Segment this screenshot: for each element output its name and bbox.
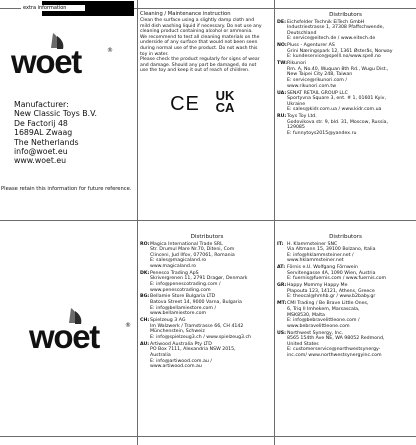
distributor-line: Sportyvna Square 3, ent. # 1, 01601 Kyiv, [287, 96, 386, 102]
distributor-line: www.penescotrading.com [150, 287, 211, 293]
cleaning-line: cleaning product containing alcohol or ammonia. [140, 29, 253, 35]
country-code: RU: [277, 114, 287, 120]
distributor-line: Batova Street 14, 9000 Varna, Bulgaria [150, 300, 242, 306]
distributor-entry [277, 114, 414, 136]
cleaning-panel [140, 12, 273, 74]
distributor-entry [140, 318, 274, 340]
distributor-line: E: customerservice@northwestsynergy- [287, 347, 381, 353]
country-code: AU: [140, 341, 150, 347]
cleaning-line: toy in water. [140, 51, 169, 57]
distributor-line: United States [287, 341, 319, 347]
distributor-line: CMI Trading / Be Brave Little Ones, [287, 301, 369, 307]
distributor-line: E: sales@magicaland.ro [150, 258, 207, 264]
distributor-line: www.bellamiestore.com [150, 311, 207, 317]
distributors-title: Distributors [329, 12, 362, 18]
brand-logo-bottom [29, 310, 131, 355]
distributor-line: www.rikunori.com.tw [287, 83, 337, 89]
distributor-line: inc.com/ www.northwestsynergyinc.com [287, 352, 382, 358]
cleaning-line: underside of any surface that would not been seen [140, 40, 258, 46]
brand-wordmark: woet [29, 318, 99, 355]
distributor-line: Skrivergrenen 11, 2791 Dragør, Denmark [150, 276, 248, 282]
manufacturer-line: www.woet.eu [14, 156, 67, 166]
distributor-entry [277, 331, 414, 359]
distributor-line: H. Klammsteiner SNC [287, 241, 338, 247]
distributor-entry [277, 91, 414, 113]
cleaning-line: during normal use of the product. Do not wash this [140, 46, 258, 52]
registered-mark: ® [107, 47, 113, 54]
country-code: DE: [277, 19, 286, 25]
country-code: BG: [140, 294, 150, 300]
distributor-line: Ukraine [287, 101, 306, 107]
manufacturer-line: The Netherlands [14, 137, 79, 147]
distributor-address [287, 20, 384, 42]
distributor-line: 129085 [287, 125, 305, 131]
distributor-line: Bellamie Store Bulgaria LTD [150, 294, 216, 300]
distributor-line: www.hklammsteiner.net [287, 258, 344, 264]
distributor-line: Plapouta 123, 14121, Athens, Greece [287, 288, 375, 294]
distributor-address [287, 283, 375, 300]
distributor-line: Artiwood Australia Pty LTD [150, 341, 212, 347]
country-code: MT: [277, 301, 287, 307]
country-code: IT: [277, 241, 284, 247]
distributor-line: E: sales@kidr.com.ua / www.kidr.com.ua [287, 107, 382, 113]
distributor-line: New Taipei City 248, Taiwan [287, 72, 353, 78]
distributors-top-panel [277, 12, 414, 138]
country-code: US: [277, 330, 287, 336]
country-code: TW: [277, 61, 288, 67]
distributor-line: Rm. A, No.40, Wuquan 8th Rd., Wugu Dist., [287, 66, 389, 72]
distributor-address [287, 114, 388, 136]
brand-wordmark: woet [11, 43, 81, 80]
distributor-entry [277, 283, 414, 300]
distributor-address [287, 242, 375, 264]
distributor-line: Penesco Trading ApS [150, 270, 199, 276]
distributor-line: E: service@eitech.de / www.eitech.de [287, 36, 376, 42]
distributor-line: Toys Toy Ltd. [287, 114, 317, 120]
distributors-title: Distributors [190, 234, 224, 240]
brand-logo-top [11, 35, 113, 80]
retain-note: Please retain this information for future reference. [1, 186, 132, 192]
distributor-line: Spielzeug 3 AG [150, 318, 186, 324]
manufacturer-line: 1689AL Zwaag [14, 128, 73, 138]
manufacturer-line: info@woet.eu [14, 147, 68, 157]
distributor-line: E: funnytoys2015@yandex.ru [287, 130, 357, 136]
distributors-right-panel [277, 234, 414, 360]
distributor-entry [140, 294, 274, 316]
distributor-address [150, 294, 242, 316]
distributor-line: Godovikova str. 9, bld. 31, Moscow, Russia, [287, 119, 389, 125]
ukca-mark: UK CA [215, 88, 235, 115]
ce-mark: CE [170, 92, 200, 115]
manufacturer-line: De Factorij 48 [14, 118, 68, 128]
country-code: RO: [140, 241, 150, 247]
manufacturer-block [14, 100, 134, 166]
distributor-line: E: theocal@hmhb.gr / www.b2baby.gr [287, 294, 376, 300]
panel-divider-left [137, 0, 138, 445]
distributor-address [150, 342, 236, 370]
distributor-line: E: info@bebravelittleone.com / [287, 318, 360, 324]
extra-info-label: extra information [21, 5, 85, 11]
distributor-entry [277, 242, 414, 264]
distributor-line: Australia [150, 352, 171, 358]
distributor-line: 8565 154th Ave NE, WA 98052 Redmond, [287, 336, 385, 342]
panel-divider-right [274, 0, 275, 445]
distributor-entry [277, 61, 414, 89]
distributor-address [150, 318, 251, 340]
distributors-mid-panel [140, 234, 274, 371]
distributor-entry [277, 20, 414, 42]
distributor-line: Via Altmann 15, 39100 Bolzano, Italia [287, 247, 376, 253]
country-code: NO: [277, 43, 287, 49]
distributor-address [287, 43, 393, 60]
distributor-entry [140, 342, 274, 370]
distributor-entry [277, 265, 414, 282]
cleaning-line: mild dish washing liquid if necessary. Do not use any [140, 23, 262, 29]
country-code: UA: [277, 90, 287, 96]
distributor-address [287, 301, 368, 329]
manufacturer-line: Manufacturer: [14, 100, 69, 109]
distributor-line: www.magicaland.ro [150, 263, 197, 269]
distributor-address [287, 331, 384, 359]
distributor-line: E: fuernis@fuernis.com / www.fuernis.com [287, 276, 387, 282]
cleaning-line: Clean the surface using a slightly damp cloth and [140, 18, 255, 24]
country-code: DK: [140, 270, 150, 276]
cleaning-line: use the toy and keep it out of reach of children. [140, 68, 250, 74]
distributor-line: E: info@bellamiestore.com / [150, 305, 217, 311]
country-code: GR: [277, 283, 287, 289]
distributor-address [150, 242, 235, 270]
distributor-line: Rikunori [287, 61, 307, 67]
distributor-line: Happy Mommy Happy Me [287, 283, 348, 289]
bottom-border [0, 436, 416, 437]
distributor-line: Förnis e.U. Wolfgang Förnwein [287, 265, 358, 271]
distributor-line: Industriestrasse 1, 37308 Pfaffschwende, [287, 25, 385, 31]
distributor-address [287, 91, 386, 113]
distributor-line: Clinceni, Jud Ilfov, 077061, Romania [150, 252, 235, 258]
distributor-line: Eichsfelder Technik EiTech GmbH [287, 19, 365, 25]
manufacturer-line: New Classic Toys B.V. [14, 109, 97, 119]
distributor-line: Im Walzwerk / Tramstrasse 66, CH 4142 [150, 323, 244, 329]
distributor-line: MSK8530, Malta [287, 312, 325, 318]
distributors-title: Distributors [329, 234, 362, 240]
distributor-line: E: info@penescotrading.com / [150, 281, 221, 287]
distributor-entry [277, 301, 414, 329]
cleaning-title: Cleaning / Maintenance instruction [140, 11, 231, 17]
country-code: CH: [140, 318, 150, 324]
distributor-line: SENAT RETAIL GROUP LLC [287, 90, 348, 96]
distributor-line: Str. Drumul Mare Nr.70, Diteni, Com [150, 247, 235, 253]
cleaning-line: Please check the product regularly for signs of wear [140, 57, 260, 63]
distributor-line: www.artiwood.com.au [150, 364, 202, 370]
distributor-line: E: kundeservice@spelll.no/www.spell.no [287, 54, 381, 60]
distributor-line: www.bebravelittleone.com [287, 323, 350, 329]
distributor-line: E: info@artiwood.com.au / [150, 358, 212, 364]
distributor-address [287, 265, 386, 282]
row-divider [0, 220, 416, 221]
distributor-entry [140, 242, 274, 270]
cleaning-line: and damage. Should any part be damaged, do not [140, 62, 257, 68]
distributor-line: PO Box 7111, Alexandria NSW 2015, [150, 347, 236, 353]
distributor-line: Deutschland [287, 30, 317, 36]
distributor-address [287, 61, 388, 89]
distributor-line: Münchenstein, Schweiz [150, 329, 205, 335]
distributor-line: Grini Næringspark 12, 1361 Østerås, Norway [287, 48, 393, 54]
extra-info-tab [23, 1, 134, 16]
distributor-line: E: service@rikunori.com / [287, 78, 347, 84]
cleaning-line: We recommend to test all cleaning materials on the [140, 34, 260, 40]
distributor-line: Servitengasse 4A, 1090 Wien, Austria [287, 270, 376, 276]
country-code: AT: [277, 265, 286, 271]
distributor-address [150, 271, 248, 293]
distributor-entry [140, 271, 274, 293]
distributor-line: E: info@hklammsteiner.net / [287, 252, 354, 258]
distributor-line: E: info@spielzeug3.ch / www.spielzeug3.ch [150, 334, 252, 340]
distributor-line: 6, Triq Il Imhekem, Marsascala, [287, 306, 360, 312]
distributor-entry [277, 43, 414, 60]
distributor-line: Magica International Trade SRL [150, 241, 223, 247]
distributor-line: Northwest Synergy, Inc. [287, 330, 344, 336]
registered-mark: ® [125, 322, 131, 329]
distributor-line: Pluss - Agenturer AS [287, 43, 335, 49]
